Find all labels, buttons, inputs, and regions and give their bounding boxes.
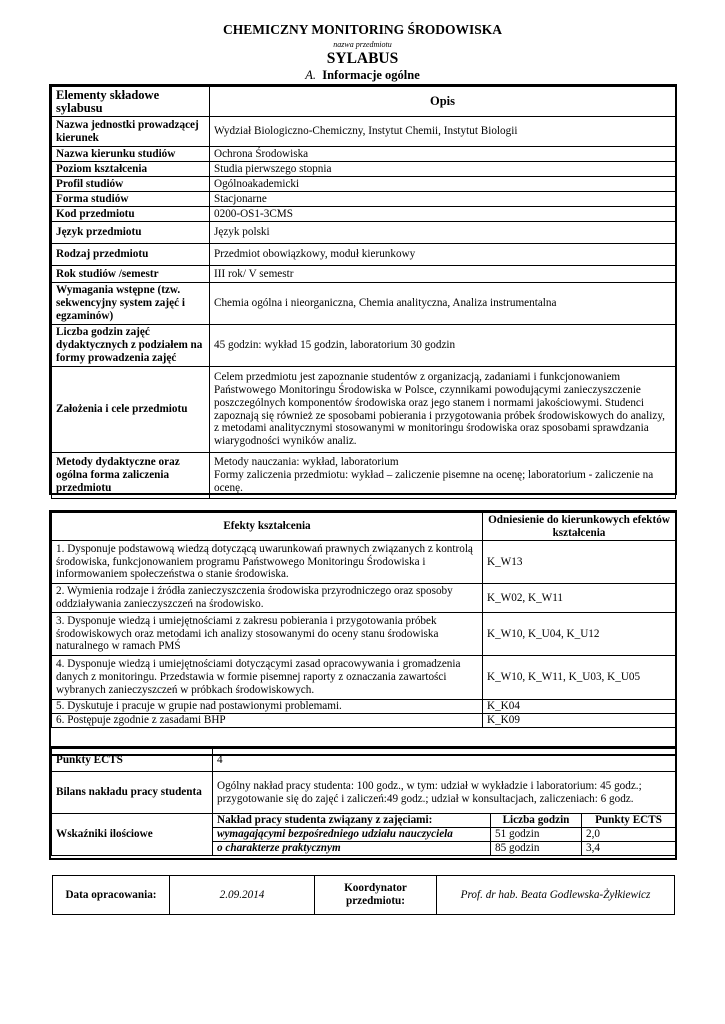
outcome-ref: K_K04: [483, 700, 676, 714]
outcome-ref: K_K09: [483, 714, 676, 728]
row-value: Ochrona Środowiska: [210, 147, 676, 162]
document-type: SYLABUS: [326, 50, 399, 67]
row-value: Studia pierwszego stopnia: [210, 162, 676, 177]
row-value: Wydział Biologiczno-Chemiczny, Instytut Chemii, Instytut Biologii: [210, 117, 676, 147]
table-row: [52, 656, 676, 700]
outcome-text: 5. Dyskutuje i pracuje w grupie nad postawionymi problemami.: [52, 700, 483, 714]
balance-value: Ogólny nakład pracy studenta: 100 godz., w tym: udział w wykładzie i laboratorium: 45 godz.; przygotowanie się do zajęć i zaliczeń:49 godz.; udział w konsultacjach, zaliczeniach: 6 godz.: [213, 772, 676, 814]
table-row: [52, 700, 676, 714]
indicators-label: Wskaźniki ilościowe: [52, 814, 213, 856]
row-value: III rok/ V semestr: [210, 266, 676, 283]
row-label: Rodzaj przedmiotu: [52, 244, 210, 266]
table-header-row: [52, 513, 676, 541]
footer-row: [53, 876, 675, 915]
indicator-points: 3,4: [582, 842, 676, 856]
ects-points-value: 4: [213, 749, 676, 772]
indicators-header-points: Punkty ECTS: [582, 814, 676, 828]
row-label: Język przedmiotu: [52, 222, 210, 244]
table-row: [52, 283, 676, 325]
table-row: [52, 222, 676, 244]
indicator-hours: 85 godzin: [491, 842, 582, 856]
outcome-text: 4. Dysponuje wiedzą i umiejętnościami dotyczącymi zasad opracowywania i gromadzenia danych z monitoringu. Przedstawia w formie pisemnej raporty z oznaczania zawartości wybranych zanieczyszczeń w próbkach środowiskowych.: [52, 656, 483, 700]
course-title-caption: nazwa przedmiotu: [333, 40, 392, 49]
indicators-header-row: [52, 814, 676, 828]
section-heading: [0, 68, 725, 83]
balance-label: Bilans nakładu pracy studenta: [52, 772, 213, 814]
ects-points-label: Punkty ECTS: [52, 749, 213, 772]
footer-table: [52, 875, 675, 915]
table-row: [52, 192, 676, 207]
outcome-text: 6. Postępuje zgodnie z zasadami BHP: [52, 714, 483, 728]
table-row: [52, 117, 676, 147]
general-info-table: [51, 86, 676, 499]
coordinator-value: Prof. dr hab. Beata Godlewska-Żyłkiewicz: [437, 876, 675, 915]
table-row: [52, 207, 676, 222]
table-row: [52, 367, 676, 453]
coordinator-label: Koordynator przedmiotu:: [315, 876, 437, 915]
row-value: Stacjonarne: [210, 192, 676, 207]
course-title: CHEMICZNY MONITORING ŚRODOWISKA: [222, 22, 503, 37]
row-value: Metody nauczania: wykład, laboratorium Formy zaliczenia przedmiotu: wykład – zaliczenie pisemne na ocenę; laboratorium - zaliczenie na ocenę.: [210, 453, 676, 499]
header-outcomes: Efekty kształcenia: [52, 513, 483, 541]
row-label: Liczba godzin zajęć dydaktycznych z podziałem na formy prowadzenia zajęć: [52, 325, 210, 367]
table-row: [52, 714, 676, 728]
date-label: Data opracowania:: [53, 876, 170, 915]
row-label: Profil studiów: [52, 177, 210, 192]
date-value: 2.09.2014: [170, 876, 315, 915]
table-row: [52, 244, 676, 266]
table-row: [52, 541, 676, 584]
table-row: [52, 584, 676, 613]
outcome-ref: K_W13: [483, 541, 676, 584]
section-letter: A.: [305, 68, 316, 82]
indicators-header-work: Nakład pracy studenta związany z zajęciami:: [213, 814, 491, 828]
outcome-text: 1. Dysponuje podstawową wiedzą dotyczącą uwarunkowań prawnych związanych z kontrolą środowiska, funkcjonowaniem programu Państwowego Monitoringu Środowiska i informowaniem społeczeństwa o stanie środowiska.: [52, 541, 483, 584]
ects-points-row: [52, 749, 676, 772]
indicators-header-hours: Liczba godzin: [491, 814, 582, 828]
row-value: Celem przedmiotu jest zapoznanie studentów z organizacją, zadaniami i funkcjonowaniem Państwowego Monitoringu Środowiska w Polsce, czynnikami powodującymi zanieczyszczenie poszczególnych komponentów środowiska oraz jego stanem i normami jakościowymi. Studenci zapoznają się również ze sposobami pobierania i przygotowania próbek środowiskowych do analizy, z metodami analitycznymi stosowanymi w monitoringu środowiska oraz sposobami sprawdzania wiarygodności wyników analiz.: [210, 367, 676, 453]
table-row: [52, 162, 676, 177]
row-value: 45 godzin: wykład 15 godzin, laboratorium 30 godzin: [210, 325, 676, 367]
row-value: Język polski: [210, 222, 676, 244]
row-label: Kod przedmiotu: [52, 207, 210, 222]
row-value: Przedmiot obowiązkowy, moduł kierunkowy: [210, 244, 676, 266]
outcomes-table: [51, 512, 676, 728]
row-value: Ogólnoakademicki: [210, 177, 676, 192]
ects-table: [51, 748, 676, 856]
ects-balance-row: [52, 772, 676, 814]
outcome-ref: K_W02, K_W11: [483, 584, 676, 613]
indicator-points: 2,0: [582, 828, 676, 842]
row-label: Metody dydaktyczne oraz ogólna forma zaliczenia przedmiotu: [52, 453, 210, 499]
row-value: Chemia ogólna i nieorganiczna, Chemia analityczna, Analiza instrumentalna: [210, 283, 676, 325]
outcome-ref: K_W10, K_U04, K_U12: [483, 613, 676, 656]
section-title: Informacje ogólne: [322, 68, 420, 82]
header-reference: Odniesienie do kierunkowych efektów kształcenia: [483, 513, 676, 541]
outcome-text: 2. Wymienia rodzaje i źródła zanieczyszczenia środowiska przyrodniczego oraz sposoby oddziaływania zanieczyszczeń na środowisko.: [52, 584, 483, 613]
row-label: Nazwa jednostki prowadzącej kierunek: [52, 117, 210, 147]
table-row: [52, 147, 676, 162]
table-header-row: [52, 87, 676, 117]
header-elements: Elementy składowe sylabusu: [52, 87, 210, 117]
table-row: [52, 177, 676, 192]
table-row: [52, 325, 676, 367]
indicator-hours: 51 godzin: [491, 828, 582, 842]
row-label: Forma studiów: [52, 192, 210, 207]
indicator-work: wymagającymi bezpośredniego udziału nauczyciela: [213, 828, 491, 842]
row-label: Wymagania wstępne (tzw. sekwencyjny system zajęć i egzaminów): [52, 283, 210, 325]
table-row: [52, 453, 676, 499]
outcome-text: 3. Dysponuje wiedzą i umiejętnościami z zakresu pobierania i przygotowania próbek środowiskowych oraz metodami ich analizy stosowanymi do oceny stanu środowiska naturalnego w ramach PMŚ: [52, 613, 483, 656]
table-row: [52, 266, 676, 283]
indicator-work: o charakterze praktycznym: [213, 842, 491, 856]
row-label: Rok studiów /semestr: [52, 266, 210, 283]
outcome-ref: K_W10, K_W11, K_U03, K_U05: [483, 656, 676, 700]
table-row: [52, 613, 676, 656]
row-label: Poziom kształcenia: [52, 162, 210, 177]
header-description: Opis: [210, 87, 676, 117]
row-value: 0200-OS1-3CMS: [210, 207, 676, 222]
row-label: Nazwa kierunku studiów: [52, 147, 210, 162]
row-label: Założenia i cele przedmiotu: [52, 367, 210, 453]
